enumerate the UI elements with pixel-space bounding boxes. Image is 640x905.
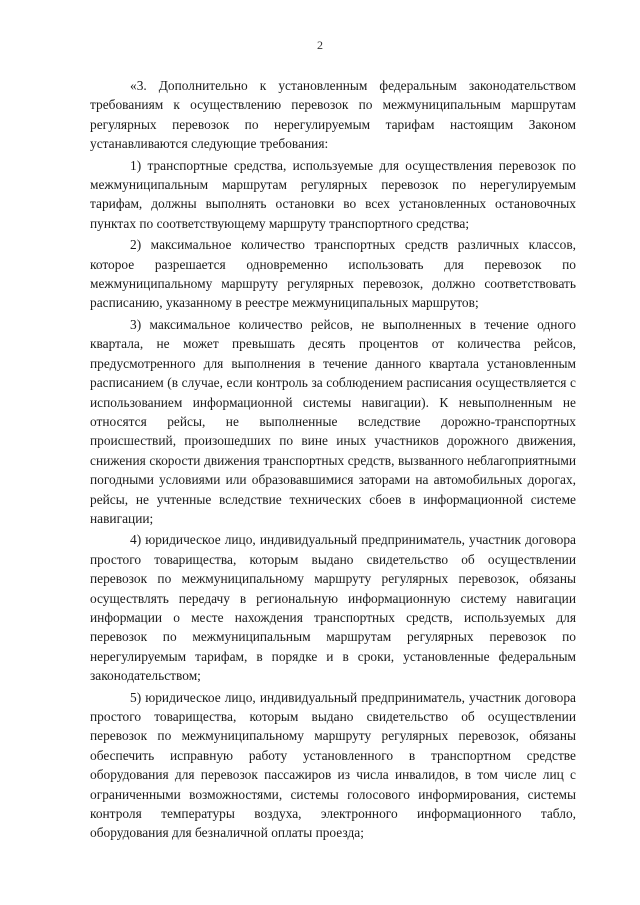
requirement-2-paragraph: 2) максимальное количество транспортных средств различных классов, которое разрешается одновременно использовать для перевозок по межмуниципальному маршруту регулярных перевозок, должно соответствовать расписанию, указанному в реестре межмуниципальных маршрутов; [90,237,576,311]
requirement-4-paragraph: 4) юридическое лицо, индивидуальный предприниматель, участник договора простого товарищества, которым выдано свидетельство об осуществлении перевозок по межмуниципальному маршруту регулярных перевозок, обязаны осуществлять передачу в региональную информационную систему навигации информации о месте нахождения транспортных средств, используемых для перевозок по межмуниципальным маршрутам регулярных перевозок по нерегулируемым тарифам, в порядке и в сроки, установленные федеральным законодательством; [90,532,576,684]
document-body [90,76,576,845]
requirement-5-paragraph: 5) юридическое лицо, индивидуальный предприниматель, участник договора простого товарищества, которым выдано свидетельство об осуществлении перевозок по межмуниципальному маршруту регулярных перевозок, обязаны обеспечить исправную работу установленного в транспортном средстве оборудования для перевозок пассажиров из числа инвалидов, в том числе лиц с ограниченными возможностями, системы голосового информирования, системы контроля температуры воздуха, электронного информационного табло, оборудования для безналичной оплаты проезда; [90,689,576,841]
requirement-1-paragraph: 1) транспортные средства, используемые для осуществления перевозок по межмуниципальным маршрутам регулярных перевозок по нерегулируемым тарифам, должны выполнять остановки во всех установленных остановочных пунктах по соответствующему маршруту транспортного средства; [90,157,576,231]
page-number: 2 [317,38,323,52]
requirement-3-paragraph: 3) максимальное количество рейсов, не выполненных в течение одного квартала, не может превышать десять процентов от количества рейсов, предусмотренного для выполнения в течение данного квартала установленным расписанием (в случае, если контроль за соблюдением расписания осуществляется с использованием информационной системы навигации). К невыполненным не относятся рейсы, не выполненные вследствие дорожно-транспортных происшествий, произошедших по вине иных участников дорожного движения, снижения скорости движения транспортных средств, вызванного неблагоприятными погодными условиями или образовавшимися заторами на автомобильных дорогах, рейсы, не учтенные вследствие технических сбоев в информационной системе навигации; [90,316,576,526]
intro-paragraph: «3. Дополнительно к установленным федеральным законодательством требованиям к осуществлению перевозок по межмуниципальным маршрутам регулярных перевозок по нерегулируемым тарифам настоящим Законом устанавливаются следующие требования: [90,78,576,152]
